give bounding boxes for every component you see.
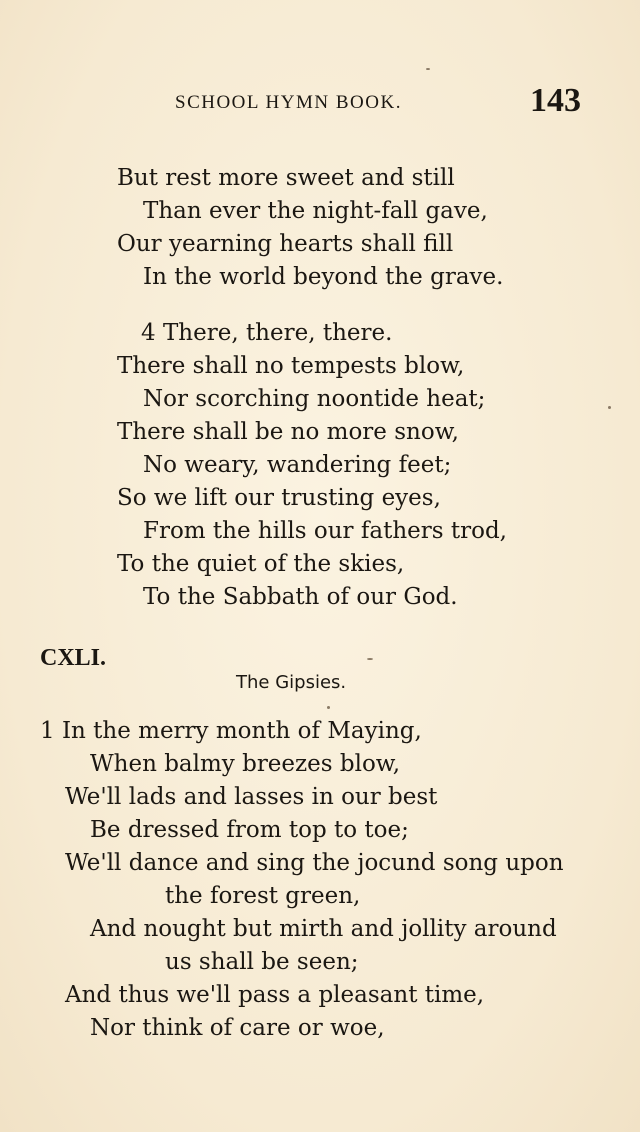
paper-speck (608, 406, 611, 409)
verse-line: Be dressed from top to toe; (90, 817, 409, 843)
running-title: SCHOOL HYMN BOOK. (175, 92, 402, 113)
verse-line: Nor scorching noontide heat; (143, 386, 486, 412)
hymn-title: The Gipsies. (236, 672, 347, 693)
page-number: 143 (530, 82, 581, 119)
verse-line: And nought but mirth and jollity around (90, 916, 557, 942)
verse-line: us shall be seen; (165, 949, 359, 975)
verse-line: 4 There, there, there. (141, 320, 393, 346)
paper-speck (426, 68, 430, 70)
verse-line: But rest more sweet and still (117, 165, 455, 191)
verse-line: No weary, wandering feet; (143, 452, 452, 478)
hymn-number: CXLI. (40, 645, 107, 671)
verse-line: In the world beyond the grave. (143, 264, 504, 290)
verse-line: We'll lads and lasses in our best (65, 784, 438, 810)
verse-line: 1 In the merry month of Maying, (40, 718, 422, 744)
verse-line: And thus we'll pass a pleasant time, (65, 982, 485, 1008)
paper-speck (327, 706, 330, 709)
verse-line: the forest green, (165, 883, 361, 909)
verse-line: Nor think of care or woe, (90, 1015, 385, 1041)
verse-line: Our yearning hearts shall fill (117, 231, 454, 257)
verse-line: To the Sabbath of our God. (143, 584, 458, 610)
verse-line: We'll dance and sing the jocund song upon (65, 850, 564, 876)
verse-line: Than ever the night-fall gave, (143, 198, 488, 224)
verse-line: From the hills our fathers trod, (143, 518, 507, 544)
paper-speck (367, 658, 373, 660)
verse-line: To the quiet of the skies, (117, 551, 405, 577)
verse-line: There shall be no more snow, (117, 419, 459, 445)
verse-line: There shall no tempests blow, (117, 353, 465, 379)
verse-line: When balmy breezes blow, (90, 751, 401, 777)
verse-line: So we lift our trusting eyes, (117, 485, 441, 511)
